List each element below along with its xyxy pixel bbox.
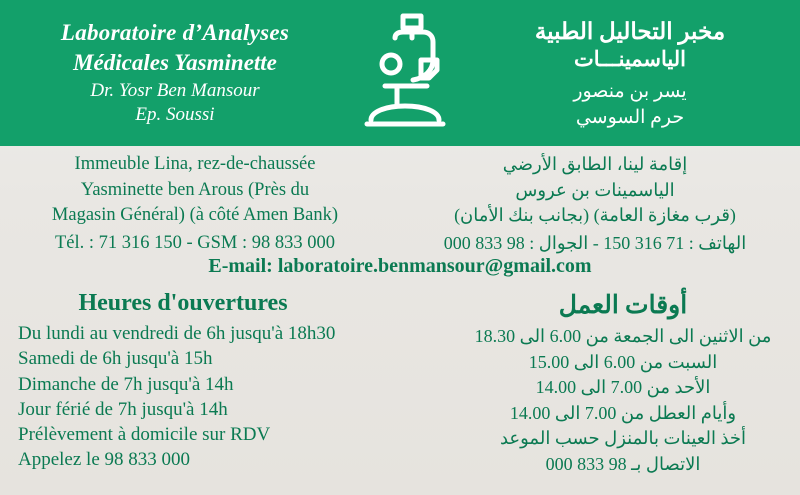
address-fr-line3: Magasin Général) (à côté Amen Bank) (51, 205, 339, 226)
hours-french (0, 290, 452, 495)
list-item: الاتصال بـ 98 833 000 (545, 453, 701, 474)
lab-name-french (10, 18, 340, 128)
email-line: E-mail: laboratoire.benmansour@gmail.com (208, 255, 592, 277)
arabic-name-line2: الياسمينـــات (573, 46, 686, 71)
list-item: Du lundi au vendredi de 6h jusqu'à 18h30 (18, 323, 336, 344)
list-item: السبت من 6.00 الى 15.00 (528, 351, 718, 372)
address-ar-line1: إقامة لينا، الطابق الأرضي (502, 154, 688, 174)
doctor-name-line2: Ep. Soussi (135, 104, 215, 126)
card-header (0, 0, 800, 146)
phone-arabic: الهاتف : 71 316 150 - الجوال : 98 833 000 (443, 232, 747, 253)
microscope-icon (351, 8, 459, 139)
hours-arabic (452, 290, 800, 495)
hours-list-arabic (452, 324, 794, 477)
address-french (0, 150, 390, 253)
arabic-doctor-line2: حرم السوسي (575, 106, 685, 128)
logo (340, 8, 470, 139)
opening-hours-block (0, 290, 800, 495)
list-item: Dimanche de 7h jusqu'à 14h (18, 373, 234, 395)
arabic-doctor-line1: يسر بن منصور (573, 81, 687, 103)
address-ar-line3: (قرب مغازة العامة) (بجانب بنك الأمان) (454, 205, 736, 226)
hours-title-french: Heures d'ouvertures (78, 290, 288, 316)
list-item: وأيام العطل من 7.00 الى 14.00 (509, 402, 737, 423)
list-item: Jour férié de 7h jusqu'à 14h (18, 398, 228, 420)
lab-name-arabic (470, 16, 790, 131)
list-item: Prélèvement à domicile sur RDV (18, 424, 271, 446)
list-item: أخذ العينات بالمنزل حسب الموعد (499, 428, 747, 449)
phone-french: Tél. : 71 316 150 - GSM : 98 833 000 (54, 232, 336, 253)
lab-name-line2: Médicales Yasminette (73, 49, 277, 75)
address-fr-line1: Immeuble Lina, rez-de-chaussée (74, 154, 316, 174)
address-arabic (390, 150, 800, 253)
hours-list-french (18, 321, 452, 473)
list-item: Appelez le 98 833 000 (18, 449, 191, 471)
hours-title-arabic: أوقات العمل (558, 292, 688, 319)
list-item: Samedi de 6h jusqu'à 15h (18, 348, 213, 370)
address-fr-line2: Yasminette ben Arous (Près du (80, 179, 310, 200)
address-block (0, 150, 800, 253)
address-ar-line2: الياسمينات بن عروس (515, 179, 675, 200)
list-item: الأحد من 7.00 الى 14.00 (535, 377, 711, 398)
list-item: من الاثنين الى الجمعة من 6.00 الى 18.30 (474, 326, 772, 346)
arabic-name-line1: مخبر التحاليل الطبية (534, 18, 726, 44)
doctor-name-line1: Dr. Yosr Ben Mansour (90, 80, 260, 102)
lab-name-line1: Laboratoire d’Analyses (60, 20, 290, 46)
